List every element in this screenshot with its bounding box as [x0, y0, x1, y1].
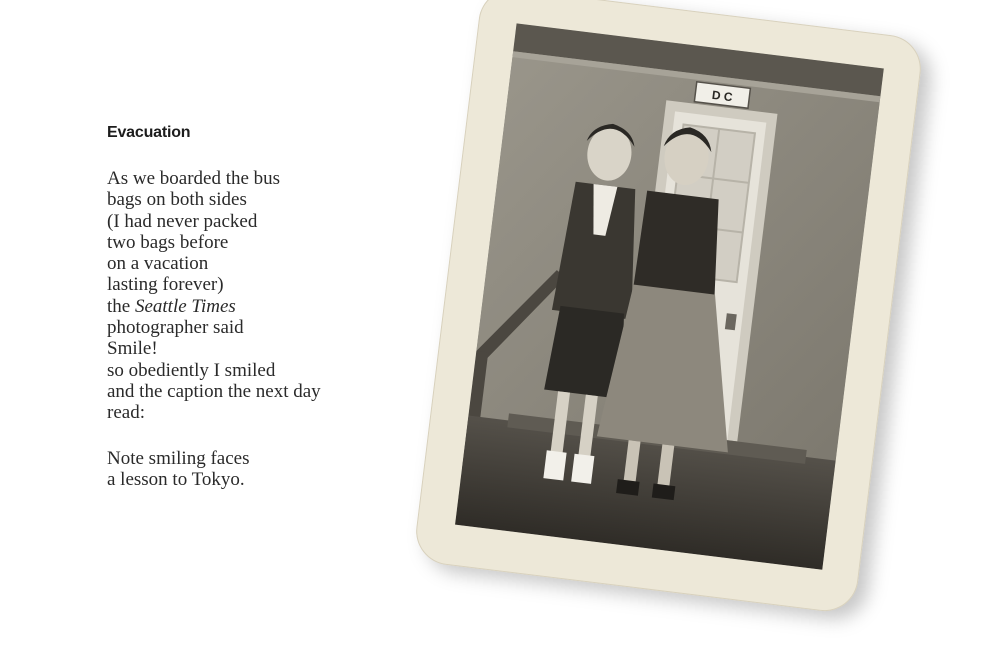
- poem-line: on a vacation: [107, 253, 209, 275]
- poem-title: Evacuation: [107, 124, 191, 141]
- poem-line: read:: [107, 402, 145, 424]
- newspaper-title: Seattle Times: [134, 295, 236, 317]
- photo-image: [455, 23, 884, 569]
- poem-line: (I had never packed: [107, 210, 258, 232]
- photo-scene: [455, 23, 884, 569]
- poem-line-text: the: [107, 295, 135, 317]
- poem-line: bags on both sides: [107, 189, 247, 211]
- poem-line: [107, 296, 427, 317]
- poem-line: so obediently I smiled: [107, 359, 276, 381]
- door-sign-text: D C: [711, 87, 734, 105]
- poem-line: photographer said: [107, 317, 244, 339]
- poem-line: and the caption the next day: [107, 380, 321, 402]
- poem-line: Note smiling faces: [107, 447, 250, 469]
- poem-line: lasting forever): [107, 274, 224, 296]
- poem-stanza-2: [107, 448, 427, 491]
- poem-line: As we boarded the bus: [107, 168, 281, 189]
- poem-line: Smile!: [107, 338, 158, 360]
- poem-stanza-1: [107, 168, 427, 424]
- vintage-photograph: [412, 0, 924, 615]
- poem-line: a lesson to Tokyo.: [107, 468, 245, 490]
- poem-line: two bags before: [107, 231, 229, 253]
- poem: [107, 124, 427, 514]
